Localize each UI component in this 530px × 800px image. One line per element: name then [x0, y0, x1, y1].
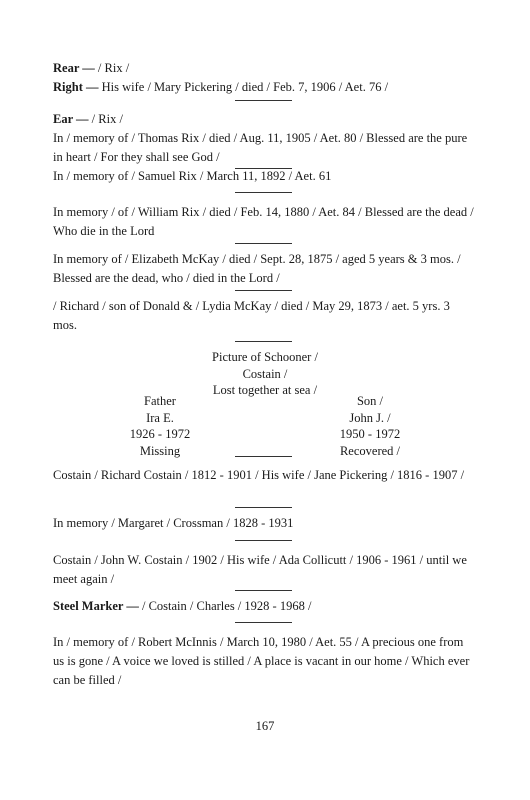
- son-line: Recovered /: [339, 443, 401, 458]
- son-line: Son /: [356, 394, 384, 408]
- john-costain-text: Costain / John W. Costain / 1902 / His wife / Ada Collicutt / 1906 - 1961 / until we meet again /: [53, 553, 467, 586]
- son-column: [310, 393, 430, 459]
- entry-margaret-crossman: [53, 514, 476, 533]
- rear-text: / Rix /: [94, 61, 130, 75]
- william-rix-text: In memory / of / William Rix / died / Feb. 14, 1880 / Aet. 84 / Blessed are the dead / Who die in the Lord: [53, 205, 474, 238]
- right-label: Right —: [53, 80, 99, 94]
- schooner-line-1: Picture of Schooner /: [212, 350, 318, 364]
- margaret-crossman-text: In memory / Margaret / Crossman / 1828 - 1931: [53, 516, 294, 530]
- entry-william-rix: [53, 203, 476, 241]
- father-column: [100, 393, 220, 459]
- separator: [235, 290, 292, 291]
- steel-marker-label: Steel Marker —: [53, 599, 139, 613]
- page-number: 167: [255, 719, 275, 733]
- entry-elizabeth-mckay: [53, 250, 476, 288]
- son-line: John J. /: [349, 410, 391, 425]
- father-line: 1926 - 1972: [129, 427, 191, 441]
- entry-samuel-rix: [53, 167, 476, 186]
- elizabeth-mckay-text: In memory of / Elizabeth McKay / died / Sept. 28, 1875 / aged 5 years & 3 mos. / Blessed are the dead, who / died in the Lord /: [53, 252, 461, 285]
- richard-costain-text: Costain / Richard Costain / 1812 - 1901 / His wife / Jane Pickering / 1816 - 1907 /: [53, 468, 465, 482]
- schooner-line-3: Lost together at sea /: [212, 383, 318, 397]
- thomas-rix-text: In / memory of / Thomas Rix / died / Aug. 11, 1905 / Aet. 80 / Blessed are the pure in heart / For they shall see God /: [53, 131, 468, 164]
- robert-mcinnis-text: In / memory of / Robert McInnis / March 10, 1980 / Aet. 55 / A precious one from us is gone / A voice we loved is stilled / A place is vacant in our home / Which ever can be filled /: [53, 635, 470, 687]
- entry-ear-thomas-rix: [53, 110, 476, 167]
- father-line: Missing: [139, 443, 181, 458]
- separator: [235, 341, 292, 342]
- schooner-heading: [160, 349, 370, 399]
- son-line: 1950 - 1972: [339, 427, 401, 441]
- separator: [235, 622, 292, 623]
- separator: [235, 590, 292, 591]
- right-text: His wife / Mary Pickering / died / Feb. 7, 1906 / Aet. 76 /: [98, 80, 389, 94]
- richard-mckay-text: / Richard / son of Donald & / Lydia McKay / died / May 29, 1873 / aet. 5 yrs. 3 mos.: [53, 299, 450, 332]
- father-line: Ira E.: [146, 410, 174, 425]
- ear-label: Ear —: [53, 112, 89, 126]
- samuel-rix-text: In / memory of / Samuel Rix / March 11, 1892 / Aet. 61: [53, 169, 332, 183]
- entry-steel-marker: [53, 597, 476, 616]
- separator: [235, 192, 292, 193]
- entry-richard-mckay: [53, 297, 476, 335]
- separator: [235, 456, 292, 457]
- separator: [235, 540, 292, 541]
- separator: [235, 507, 292, 508]
- entry-john-costain: [53, 551, 476, 589]
- ear-text: / Rix /: [88, 112, 123, 126]
- rear-label: Rear —: [53, 61, 95, 75]
- entry-richard-costain: [53, 466, 476, 485]
- separator: [235, 100, 292, 101]
- steel-marker-text: / Costain / Charles / 1928 - 1968 /: [138, 599, 312, 613]
- schooner-line-2: Costain /: [242, 366, 288, 381]
- father-line: Father: [144, 394, 176, 408]
- entry-robert-mcinnis: [53, 633, 476, 690]
- entry-rear-right: [53, 59, 476, 97]
- separator: [235, 243, 292, 244]
